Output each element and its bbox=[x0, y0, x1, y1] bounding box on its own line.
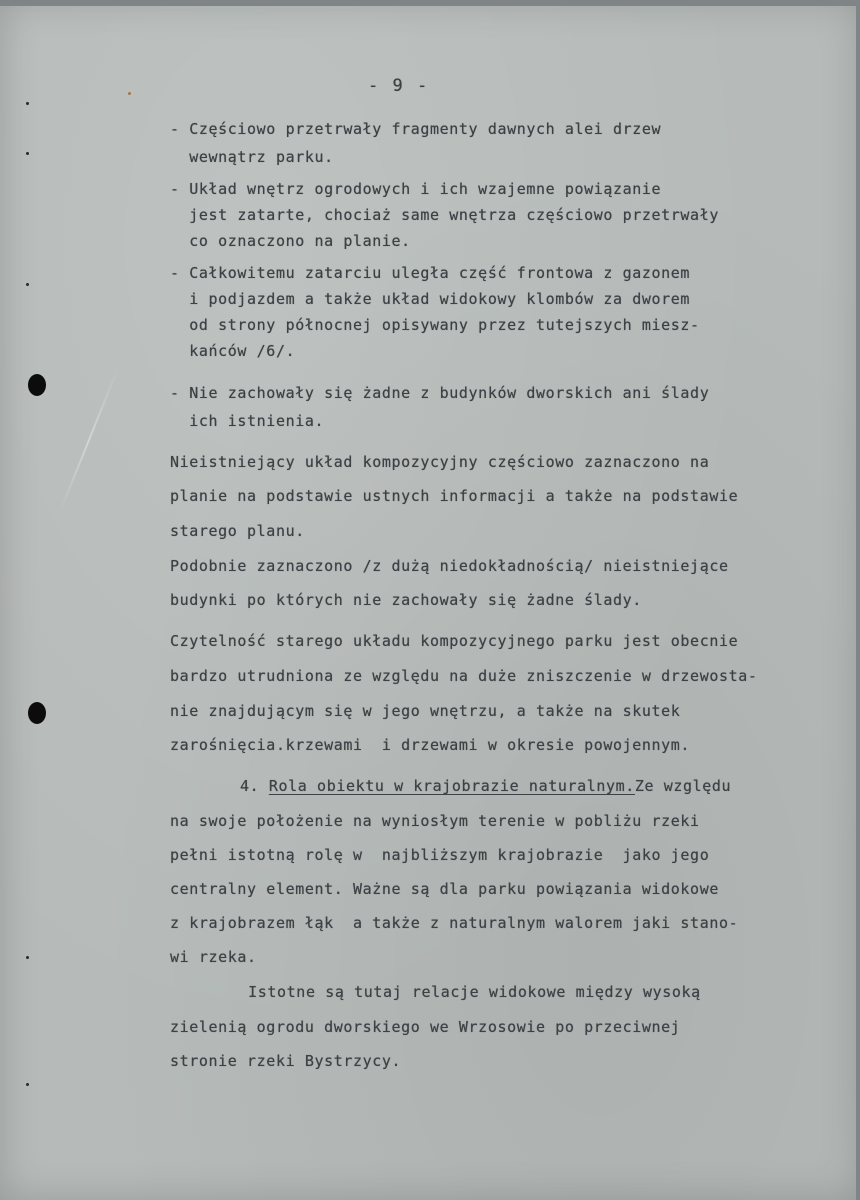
bullet-2-line-3: co oznaczono na planie. bbox=[170, 232, 411, 250]
speck bbox=[26, 102, 29, 105]
paragraph-1-line-2: planie na podstawie ustnych informacji a także na podstawie bbox=[170, 487, 739, 505]
paragraph-2-line-4: zarośnięcia.krzewami i drzewami w okresie powojennym. bbox=[170, 736, 691, 754]
speck bbox=[26, 956, 29, 959]
section-4-first-line bbox=[240, 777, 731, 795]
closing-line-1: Istotne są tutaj relacje widokowe między wysoką bbox=[200, 983, 701, 1001]
section-4-line-2: na swoje położenie na wyniosłym terenie w pobliżu rzeki bbox=[170, 812, 700, 830]
scan-edge-right bbox=[856, 0, 860, 1200]
bullet-4-line-1: - Nie zachowały się żadne z budynków dworskich ani ślady bbox=[170, 384, 710, 402]
bullet-3-line-1: - Całkowitemu zatarciu uległa część frontowa z gazonem bbox=[170, 264, 691, 282]
bullet-3-line-3: od strony północnej opisywany przez tutejszych miesz- bbox=[170, 316, 700, 334]
section-4-first-line-rest: Ze względu bbox=[634, 777, 732, 795]
punch-hole-icon bbox=[28, 374, 46, 396]
bullet-4-line-2: ich istnienia. bbox=[170, 412, 325, 430]
paragraph-2-line-3: nie znajdującym się w jego wnętrzu, a także na skutek bbox=[170, 702, 681, 720]
closing-line-2: zielenią ogrodu dworskiego we Wrzosowie po przeciwnej bbox=[170, 1018, 681, 1036]
section-4-line-6: wi rzeka. bbox=[170, 948, 257, 966]
speck bbox=[26, 152, 29, 155]
paragraph-2-line-1: Czytelność starego układu kompozycyjnego parku jest obecnie bbox=[170, 632, 739, 650]
section-4-heading: Rola obiektu w krajobrazie naturalnym. bbox=[268, 777, 635, 795]
punch-hole-icon bbox=[28, 702, 46, 724]
scan-edge-top bbox=[0, 0, 860, 6]
section-4-number: 4. bbox=[240, 777, 260, 795]
bullet-1-line-2: wewnątrz parku. bbox=[170, 148, 334, 166]
paragraph-1-line-3: starego planu. bbox=[170, 522, 305, 540]
bullet-2-line-2: jest zatarte, chociaż same wnętrza częściowo przetrwały bbox=[170, 206, 719, 224]
section-4-line-4: centralny element. Ważne są dla parku powiązania widokowe bbox=[170, 880, 719, 898]
speck bbox=[26, 283, 29, 286]
bullet-2-line-1: - Układ wnętrz ogrodowych i ich wzajemne powiązanie bbox=[170, 180, 662, 198]
paragraph-1-line-5: budynki po których nie zachowały się żadne ślady. bbox=[170, 591, 642, 609]
section-4-line-3: pełni istotną rolę w najbliższym krajobrazie jako jego bbox=[170, 846, 710, 864]
speck bbox=[26, 1083, 29, 1086]
bullet-1-line-1: - Częściowo przetrwały fragmenty dawnych alei drzew bbox=[170, 120, 662, 138]
bullet-3-line-2: i podjazdem a także układ widokowy klombów za dworem bbox=[170, 290, 691, 308]
paragraph-1-line-1: Nieistniejący układ kompozycyjny częściowo zaznaczono na bbox=[170, 453, 710, 471]
closing-line-3: stronie rzeki Bystrzycy. bbox=[170, 1052, 402, 1070]
bullet-3-line-4: kańców /6/. bbox=[170, 342, 296, 360]
paragraph-2-line-2: bardzo utrudniona ze względu na duże zniszczenie w drzewosta- bbox=[170, 667, 758, 685]
paper-crease bbox=[58, 365, 120, 514]
speck bbox=[128, 92, 131, 95]
page-number: - 9 - bbox=[368, 76, 430, 96]
section-4-line-5: z krajobrazem łąk a także z naturalnym walorem jaki stano- bbox=[170, 914, 739, 932]
paragraph-1-line-4: Podobnie zaznaczono /z dużą niedokładnością/ nieistniejące bbox=[170, 557, 729, 575]
